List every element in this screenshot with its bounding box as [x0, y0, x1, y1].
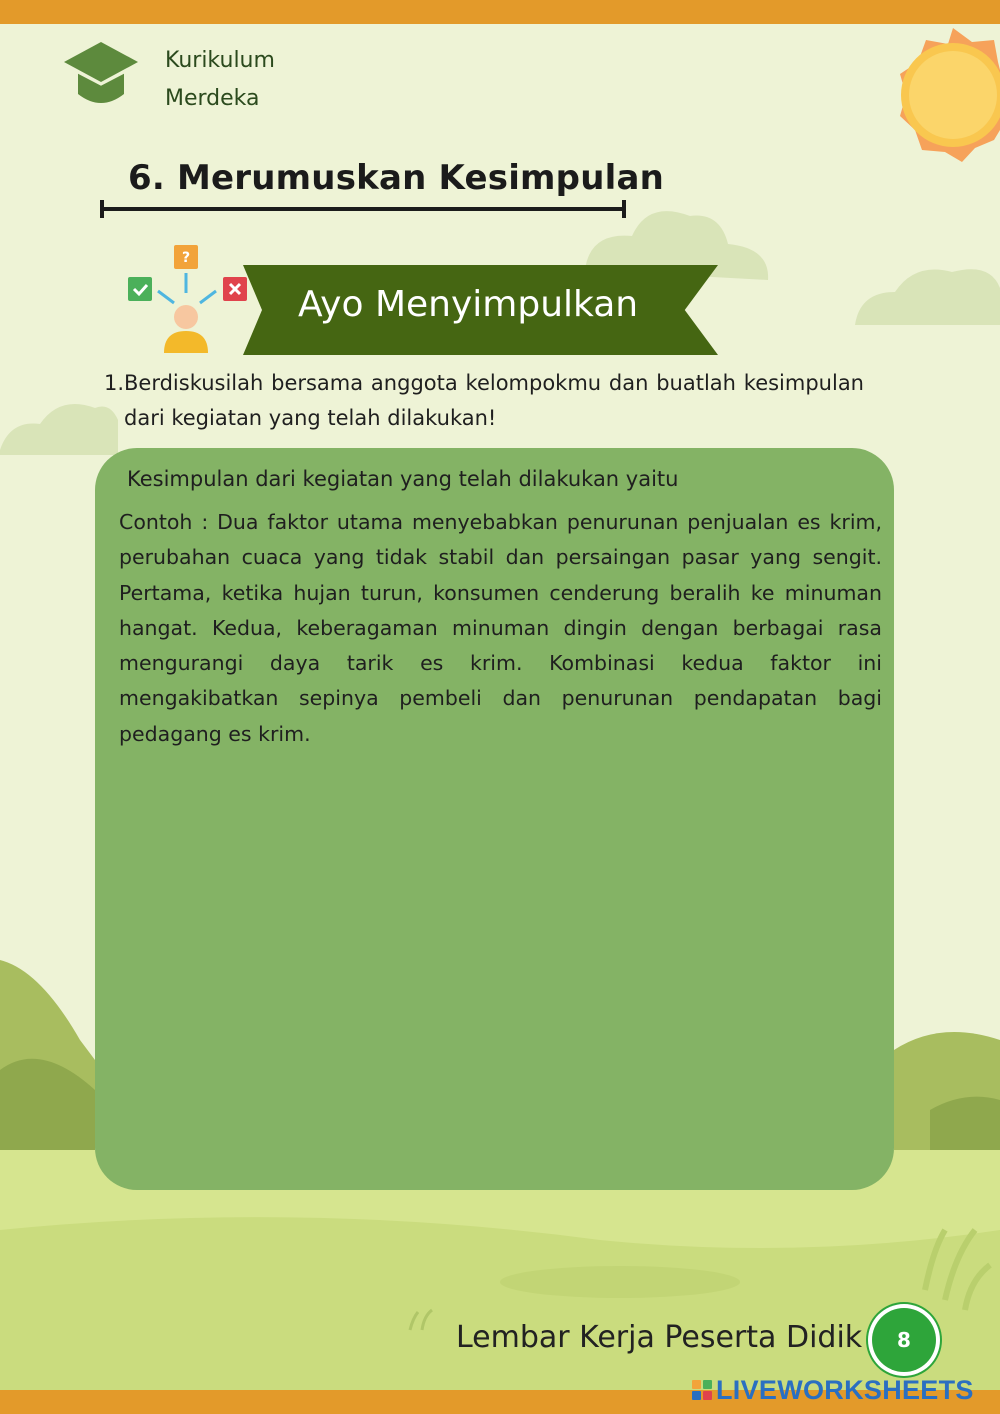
brand-line-1: Kurikulum: [165, 48, 275, 73]
graduation-cap-icon: [62, 38, 140, 112]
watermark-text: LIVEWORKSHEETS: [716, 1374, 974, 1405]
instruction-text: Berdiskusilah bersama anggota kelompokmu dan buatlah kesimpulan dari kegiatan yang telah dilakukan!: [124, 371, 864, 430]
answer-prompt: Kesimpulan dari kegiatan yang telah dilakukan yaitu: [127, 467, 679, 491]
sun-icon: [900, 28, 1000, 162]
svg-text:?: ?: [181, 250, 191, 266]
thinking-person-icon: [124, 243, 250, 355]
instruction-item: [104, 366, 864, 436]
brand-name: [165, 42, 275, 118]
page-number-badge: 8: [872, 1308, 936, 1372]
title-underline: [100, 207, 626, 211]
answer-text[interactable]: Contoh : Dua faktor utama menyebabkan penurunan penjualan es krim, perubahan cuaca yang tidak stabil dan persaingan pasar yang sengit. Pertama, ketika hujan turun, konsumen cenderung beralih ke minuman hangat. Kedua, keberagaman minuman dingin dengan berbagai rasa mengurangi daya tarik es krim. Kombinasi kedua faktor ini mengakibatkan sepinya pembeli dan penurunan pendapatan bagi pedagang es krim.: [119, 510, 882, 746]
instruction-number: 1.: [104, 371, 125, 395]
section-title: 6. Merumuskan Kesimpulan: [128, 158, 665, 198]
brand-line-2: Merdeka: [165, 86, 260, 111]
liveworksheets-logo-icon: [692, 1380, 712, 1400]
footer-title: Lembar Kerja Peserta Didik: [456, 1320, 863, 1355]
liveworksheets-watermark[interactable]: [692, 1374, 974, 1406]
banner-label: Ayo Menyimpulkan: [298, 284, 639, 325]
